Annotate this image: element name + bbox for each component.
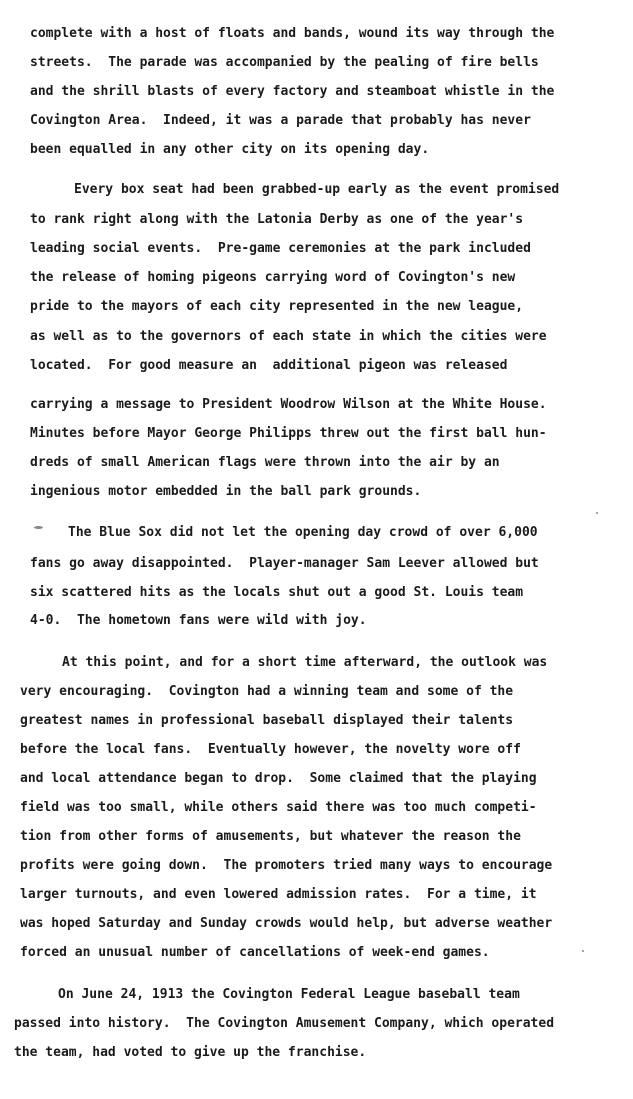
text-line: larger turnouts, and even lowered admission rates. For a time, it	[20, 887, 537, 902]
text-line: leading social events. Pre-game ceremonies at the park included	[30, 241, 531, 256]
text-line: as well as to the governors of each state in which the cities were	[30, 329, 547, 344]
text-line: Minutes before Mayor George Philipps threw out the first ball hun-	[30, 426, 547, 441]
text-line: greatest names in professional baseball displayed their talents	[20, 713, 514, 728]
text-line: been equalled in any other city on its opening day.	[30, 142, 430, 157]
paper-speck	[582, 950, 584, 952]
text-line: very encouraging. Covington had a winning team and some of the	[20, 684, 514, 699]
text-line: the team, had voted to give up the franchise.	[14, 1045, 367, 1060]
text-line: 4-0. The hometown fans were wild with joy.	[30, 613, 367, 628]
text-line: passed into history. The Covington Amusement Company, which operated	[14, 1016, 555, 1031]
text-line: complete with a host of floats and bands, wound its way through the	[30, 26, 555, 41]
text-line: field was too small, while others said there was too much competi-	[20, 800, 537, 815]
text-line: located. For good measure an additional pigeon was released	[30, 358, 508, 373]
text-line: At this point, and for a short time afterward, the outlook was	[62, 655, 548, 670]
text-line: the release of homing pigeons carrying word of Covington's new	[30, 270, 516, 285]
text-line: Covington Area. Indeed, it was a parade that probably has never	[30, 113, 531, 128]
text-line: forced an unusual number of cancellations of week-end games.	[20, 945, 490, 960]
text-line: carrying a message to President Woodrow Wilson at the White House.	[30, 397, 547, 412]
text-line: The Blue Sox did not let the opening day crowd of over 6,000	[68, 525, 538, 540]
text-line: On June 24, 1913 the Covington Federal League baseball team	[58, 987, 520, 1002]
text-line: six scattered hits as the locals shut out a good St. Louis team	[30, 585, 524, 600]
text-line: was hoped Saturday and Sunday crowds would help, but adverse weather	[20, 916, 553, 931]
text-line: pride to the mayors of each city represented in the new league,	[30, 299, 524, 314]
paper-speck	[34, 526, 43, 529]
text-line: dreds of small American flags were thrown into the air by an	[30, 455, 500, 470]
text-line: profits were going down. The promoters tried many ways to encourage	[20, 858, 553, 873]
text-line: to rank right along with the Latonia Derby as one of the year's	[30, 212, 524, 227]
text-line: tion from other forms of amusements, but whatever the reason the	[20, 829, 521, 844]
text-line: Every box seat had been grabbed-up early as the event promised	[74, 182, 560, 197]
text-line: streets. The parade was accompanied by the pealing of fire bells	[30, 55, 539, 70]
text-line: ingenious motor embedded in the ball park grounds.	[30, 484, 422, 499]
paper-speck	[596, 512, 598, 514]
text-line: before the local fans. Eventually however, the novelty wore off	[20, 742, 521, 757]
text-line: and local attendance began to drop. Some claimed that the playing	[20, 771, 537, 786]
text-line: and the shrill blasts of every factory and steamboat whistle in the	[30, 84, 555, 99]
text-line: fans go away disappointed. Player-manager Sam Leever allowed but	[30, 556, 539, 571]
